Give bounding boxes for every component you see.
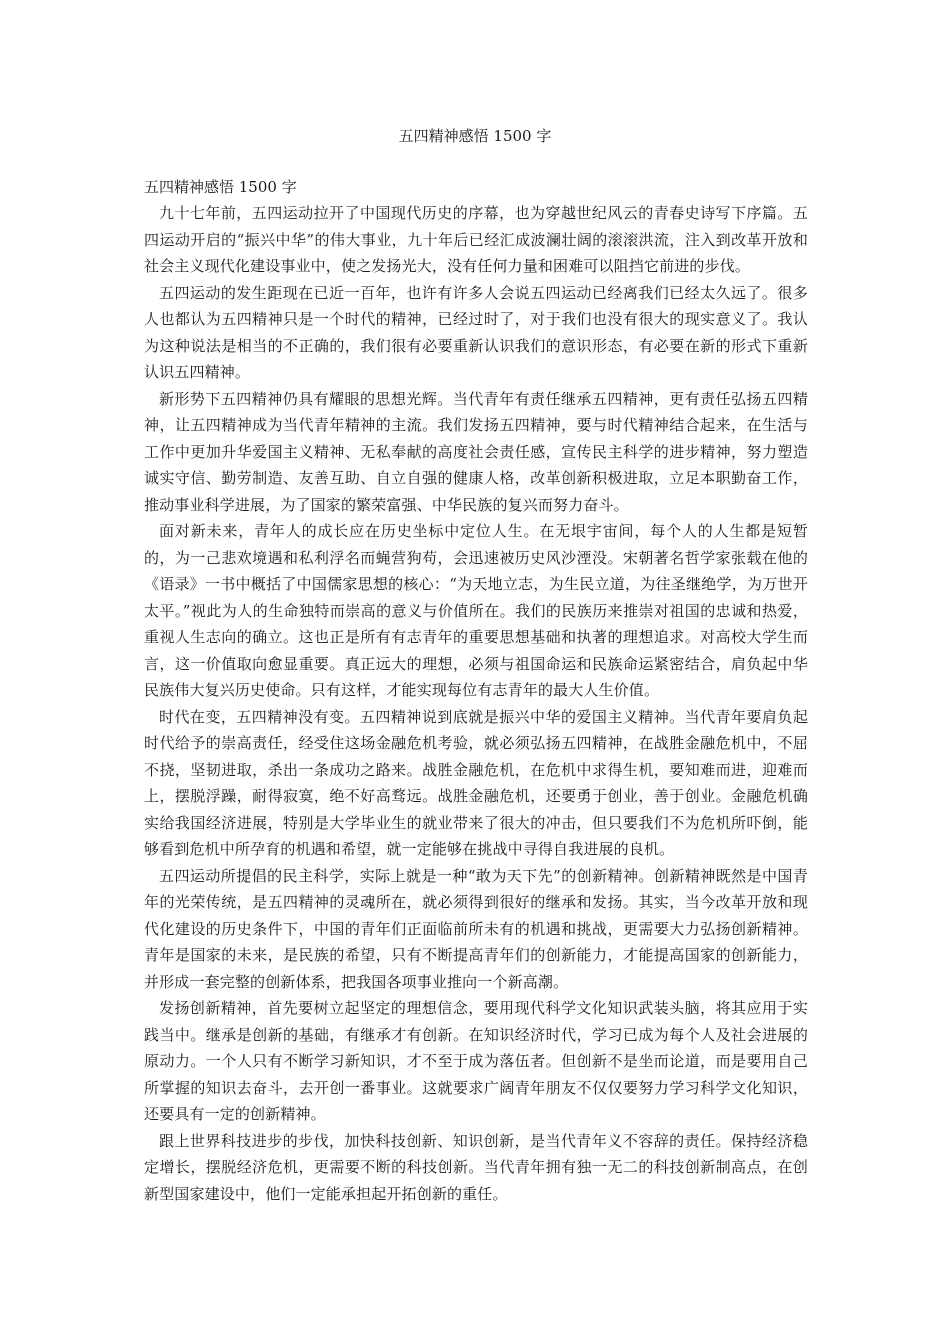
- paragraph: 发扬创新精神，首先要树立起坚定的理想信念，要用现代科学文化知识武装头脑，将其应用于实践当中。继承是创新的基础，有继承才有创新。在知识经济时代，学习已成为每个人及社会进展的原动力。一个人只有不断学习新知识，才不至于成为落伍者。但创新不是坐而论道，而是要用自己所掌握的知识去奋斗，去开创一番事业。这就要求广阔青年朋友不仅仅要努力学习科学文化知识，还要具有一定的创新精神。: [144, 999, 808, 1123]
- paragraph: 五四运动的发生距现在已近一百年，也许有许多人会说五四运动已经离我们已经太久远了。很多人也都认为五四精神只是一个时代的精神，已经过时了，对于我们也没有很大的现实意义了。我认为这种说法是相当的不正确的，我们很有必要重新认识我们的意识形态，有必要在新的形式下重新认识五四精神。: [144, 283, 808, 381]
- document-subtitle: 五四精神感悟 1500 字: [144, 178, 297, 196]
- document-title: 五四精神感悟 1500 字: [398, 127, 552, 145]
- paragraph: 五四运动所提倡的民主科学，实际上就是一种“敢为天下先”的创新精神。创新精神既然是中国青年的光荣传统，是五四精神的灵魂所在，就必须得到很好的继承和发扬。其实，当今改革开放和现代化建设的历史条件下，中国的青年们正面临前所未有的机遇和挑战，更需要大力弘扬创新精神。青年是国家的未来，是民族的希望，只有不断提高青年们的创新能力，才能提高国家的创新能力，并形成一套完整的创新体系，把我国各项事业推向一个新高潮。: [144, 866, 808, 991]
- paragraph: 新形势下五四精神仍具有耀眼的思想光辉。当代青年有责任继承五四精神，更有责任弘扬五四精神，让五四精神成为当代青年精神的主流。我们发扬五四精神，要与时代精神结合起来，在生活与工作中更加升华爱国主义精神、无私奉献的高度社会责任感，宣传民主科学的进步精神，努力塑造诚实守信、勤劳制造、友善互助、自立自强的健康人格，改革创新积极进取，立足本职勤奋工作，推动事业科学进展，为了国家的繁荣富强、中华民族的复兴而努力奋斗。: [144, 389, 808, 514]
- document-body: [144, 174, 808, 1207]
- paragraph: 跟上世界科技进步的步伐，加快科技创新、知识创新，是当代青年义不容辞的责任。保持经济稳定增长，摆脱经济危机，更需要不断的科技创新。当代青年拥有独一无二的科技创新制高点，在创新型国家建设中，他们一定能承担起开拓创新的重任。: [144, 1131, 808, 1203]
- paragraph: 面对新未来，青年人的成长应在历史坐标中定位人生。在无垠宇宙间，每个人的人生都是短暂的，为一己悲欢境遇和私利浮名而蝇营狗苟，会迅速被历史风沙湮没。宋朝著名哲学家张载在他的《语录》一书中概括了中国儒家思想的核心：“为天地立志，为生民立道，为往圣继绝学，为万世开太平。”视此为人的生命独特而崇高的意义与价值所在。我们的民族历来推崇对祖国的忠诚和热爱，重视人生志向的确立。这也正是所有有志青年的重要思想基础和执著的理想追求。对高校大学生而言，这一价值取向愈显重要。真正远大的理想，必须与祖国命运和民族命运紧密结合，肩负起中华民族伟大复兴历史使命。只有这样，才能实现每位有志青年的最大人生价值。: [144, 522, 808, 699]
- paragraph: 九十七年前，五四运动拉开了中国现代历史的序幕，也为穿越世纪风云的青春史诗写下序篇。五四运动开启的“振兴中华”的伟大事业，九十年后已经汇成波澜壮阔的滚滚洪流，注入到改革开放和社会主义现代化建设事业中，使之发扬光大，没有任何力量和困难可以阻挡它前进的步伐。: [144, 204, 808, 275]
- paragraph: 时代在变，五四精神没有变。五四精神说到底就是振兴中华的爱国主义精神。当代青年要肩负起时代给予的崇高责任，经受住这场金融危机考验，就必须弘扬五四精神，在战胜金融危机中，不屈不挠，坚韧进取，杀出一条成功之路来。战胜金融危机，在危机中求得生机，要知难而进，迎难而上，摆脱浮躁，耐得寂寞，绝不好高骛远。战胜金融危机，还要勇于创业，善于创业。金融危机确实给我国经济进展，特别是大学毕业生的就业带来了很大的冲击，但只要我们不为危机所吓倒，能够看到危机中所孕育的机遇和希望，就一定能够在挑战中寻得自我进展的良机。: [144, 707, 808, 858]
